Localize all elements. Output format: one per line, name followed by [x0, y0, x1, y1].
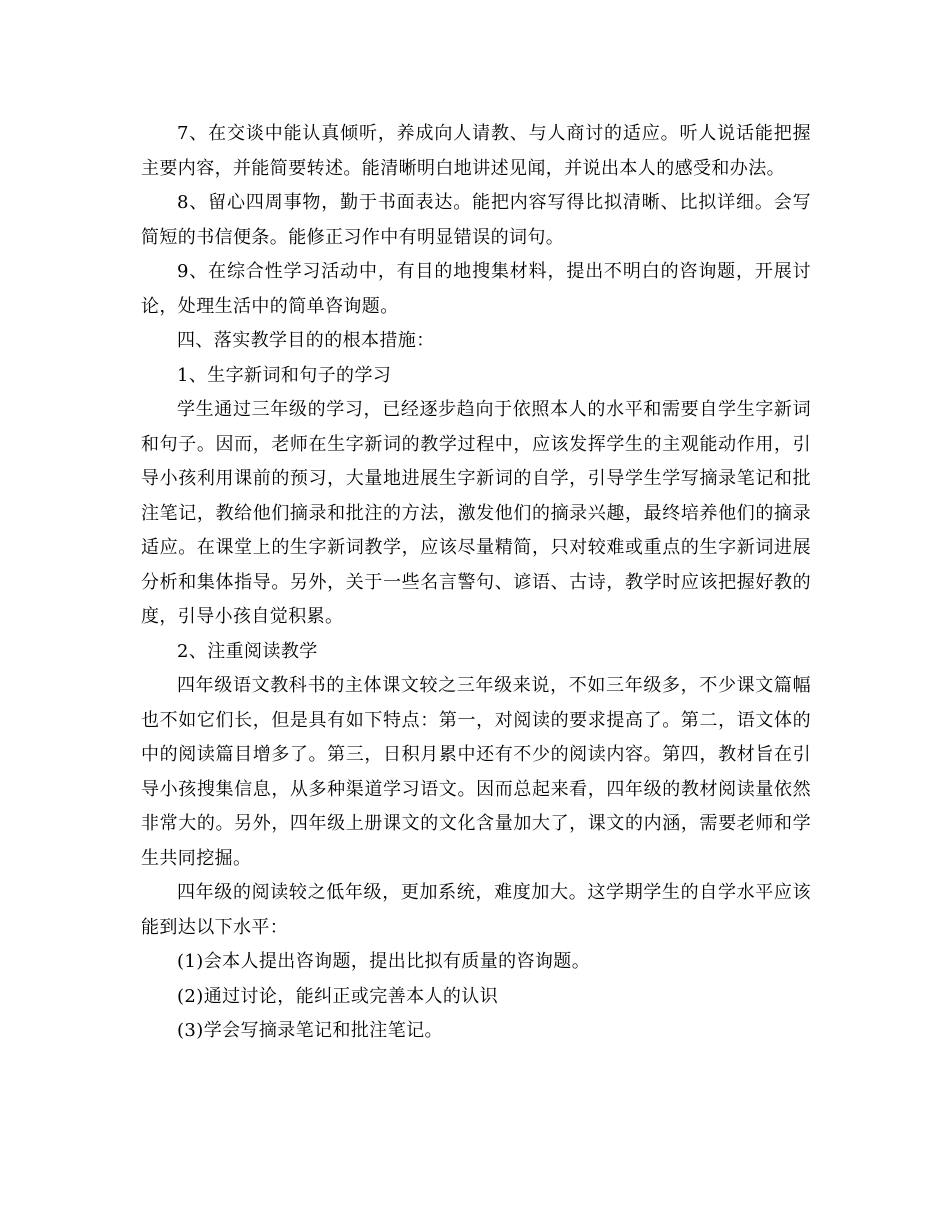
- section-heading-measures: 四、落实教学目的的根本措施：: [177, 330, 435, 351]
- paragraph-item-7: 7、在交谈中能认真倾听，养成向人请教、与人商讨的适应。听人说话能把握主要内容，并能简要转述。能清晰明白地讲述见闻，并说出本人的感受和办法。: [141, 123, 811, 179]
- document-page: [141, 117, 811, 1049]
- paragraph-vocabulary-body: 学生通过三年级的学习，已经逐步趋向于依照本人的水平和需要自学生字新词和句子。因而，老师在生字新词的教学过程中，应该发挥学生的主观能动作用，引导小孩利用课前的预习，大量地进展生字新词的自学，引导学生学写摘录笔记和批注笔记，教给他们摘录和批注的方法，激发他们的摘录兴趣，最终培养他们的摘录适应。在课堂上的生字新词教学，应该尽量精简，只对较难或重点的生字新词进展分析和集体指导。另外，关于一些名言警句、谚语、古诗，教学时应该把握好教的度，引导小孩自觉积累。: [141, 399, 811, 627]
- paragraph-reading-level: 四年级的阅读较之低年级，更加系统，难度加大。这学期学生的自学水平应该能到达以下水平：: [141, 882, 811, 938]
- paragraph-item-9: 9、在综合性学习活动中，有目的地搜集材料，提出不明白的咨询题，开展讨论，处理生活中的简单咨询题。: [141, 261, 811, 317]
- list-item-1: (1)会本人提出咨询题，提出比拟有质量的咨询题。: [177, 951, 591, 972]
- list-item-3: (3)学会写摘录笔记和批注笔记。: [177, 1020, 443, 1041]
- subheading-vocabulary: 1、生字新词和句子的学习: [177, 364, 392, 386]
- subheading-reading: 2、注重阅读教学: [177, 640, 318, 662]
- paragraph-reading-body: 四年级语文教科书的主体课文较之三年级来说，不如三年级多，不少课文篇幅也不如它们长，但是具有如下特点：第一，对阅读的要求提高了。第二，语文体的中的阅读篇目增多了。第三，日积月累中还有不少的阅读内容。第四，教材旨在引导小孩搜集信息，从多种渠道学习语文。因而总起来看，四年级的教材阅读量依然非常大的。另外，四年级上册课文的文化含量加大了，课文的内涵，需要老师和学生共同挖掘。: [141, 675, 811, 869]
- paragraph-item-8: 8、留心四周事物，勤于书面表达。能把内容写得比拟清晰、比拟详细。会写简短的书信便条。能修正习作中有明显错误的词句。: [141, 192, 811, 248]
- list-item-2: (2)通过讨论，能纠正或完善本人的认识: [177, 985, 499, 1007]
